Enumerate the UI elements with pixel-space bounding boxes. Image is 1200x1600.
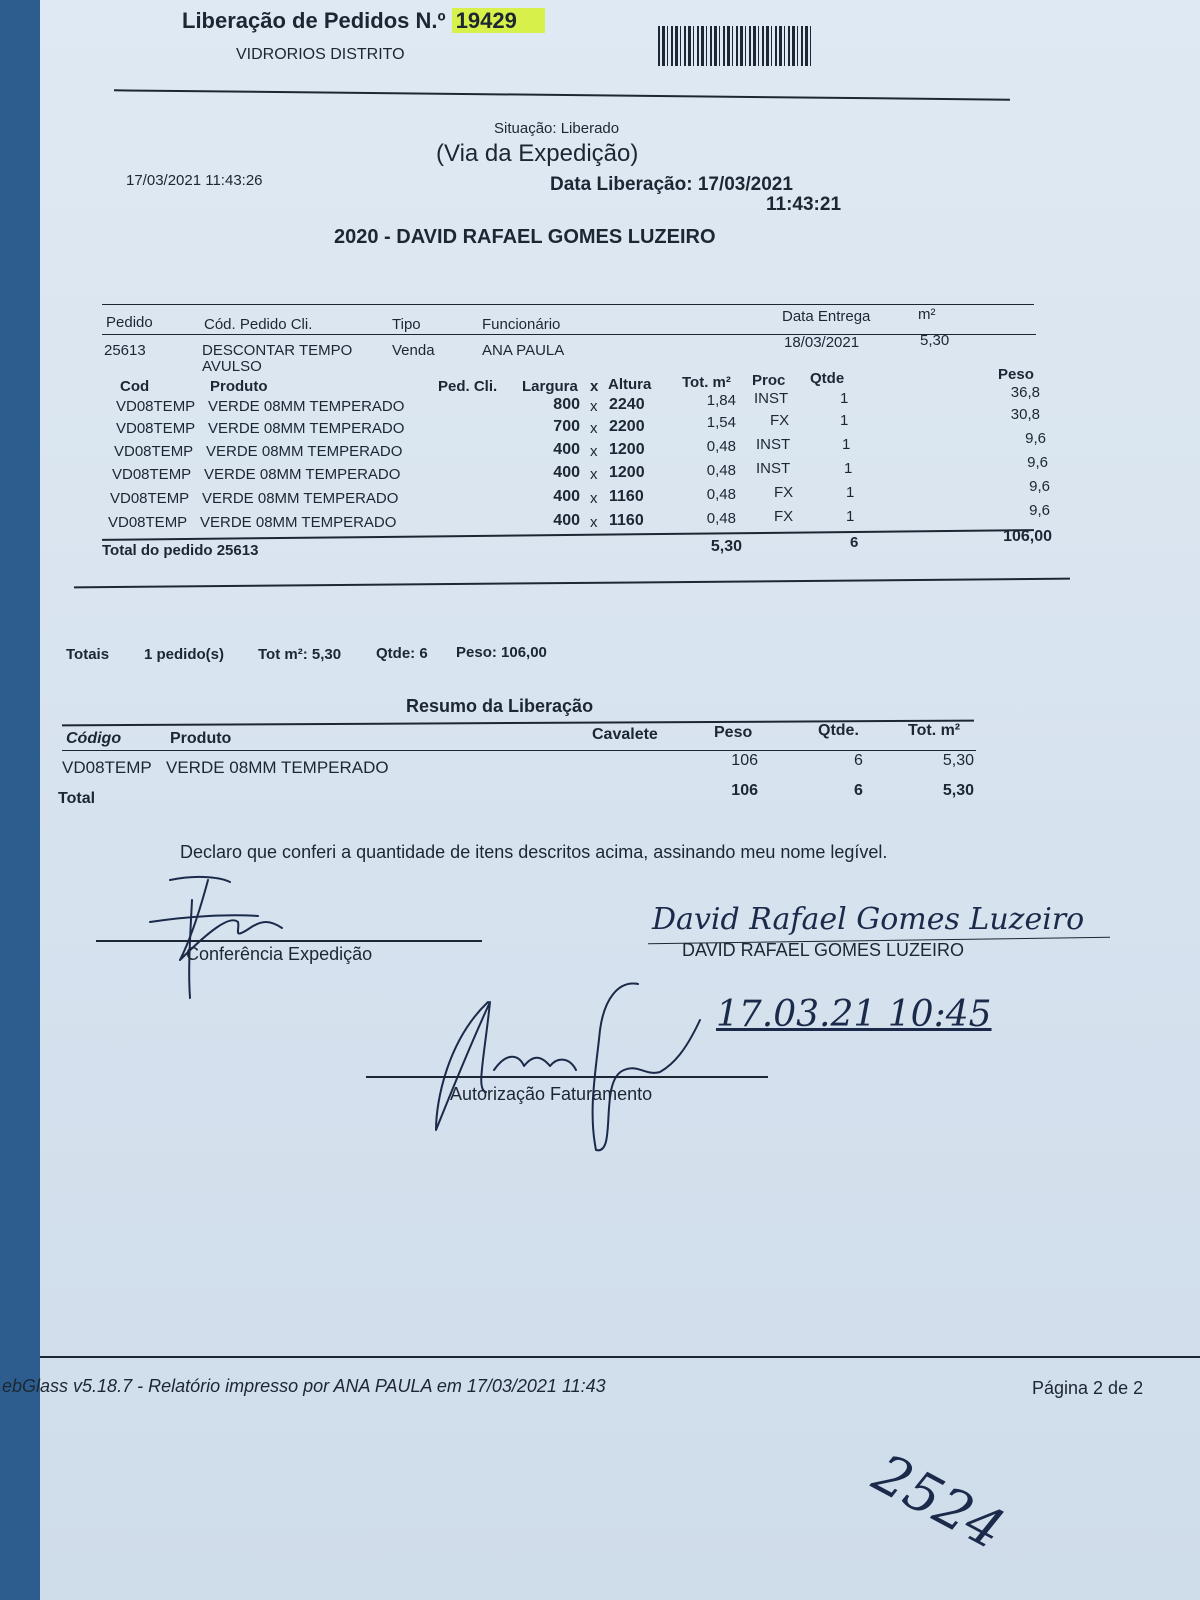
item-proc: INST: [756, 460, 791, 477]
document-page: [2, 0, 1200, 1600]
declaration-text: Declaro que conferi a quantidade de itens descritos acima, assinando meu nome legível.: [180, 842, 888, 862]
item-altura: 2200: [609, 418, 645, 435]
summary-codigo: VD08TEMP: [62, 758, 152, 777]
col-pedido: Pedido: [106, 314, 153, 331]
item-peso: 9,6: [1025, 430, 1046, 447]
summary-col-cavalete: Cavalete: [592, 726, 658, 743]
totals-peso: Peso: 106,00: [456, 644, 547, 661]
totals-pedidos: 1 pedido(s): [144, 646, 225, 663]
title-text: Liberação de Pedidos N.º: [182, 8, 446, 33]
header-divider: [114, 89, 1010, 100]
item-tot: 1,84: [706, 392, 736, 409]
item-tot: 1,54: [706, 414, 736, 431]
item-qtde: 1: [842, 436, 851, 453]
item-x: x: [590, 443, 598, 460]
item-proc: FX: [774, 484, 794, 501]
items-col-produto: Produto: [210, 378, 268, 395]
summary-peso: 106: [731, 752, 758, 769]
item-peso: 30,8: [1010, 406, 1040, 423]
summary-total-totm2: 5,30: [942, 782, 974, 799]
item-produto: VERDE 08MM TEMPERADO: [208, 420, 405, 437]
order-header-line: [102, 334, 1036, 335]
item-altura: 2240: [609, 396, 645, 413]
footer-page-number: Página 2 de 2: [1032, 1378, 1144, 1398]
item-largura: 400: [553, 441, 580, 458]
item-qtde: 1: [846, 484, 855, 501]
signature-cliente: David Rafael Gomes Luzeiro: [652, 902, 1085, 937]
order-total-m2: 5,30: [710, 538, 742, 555]
order-total-qtde: 6: [850, 534, 859, 551]
section-divider: [74, 578, 1070, 589]
item-produto: VERDE 08MM TEMPERADO: [202, 490, 399, 507]
item-x: x: [590, 420, 598, 437]
customer-name: 2020 - DAVID RAFAEL GOMES LUZEIRO: [334, 226, 716, 248]
item-tot: 0,48: [706, 462, 736, 479]
items-col-qtde: Qtde: [810, 370, 845, 387]
item-proc: FX: [774, 508, 794, 525]
item-x: x: [590, 514, 598, 531]
summary-totm2: 5,30: [942, 752, 974, 769]
totals-m2: Tot m²: 5,30: [258, 646, 342, 663]
summary-total-qtde: 6: [854, 782, 863, 799]
item-largura: 400: [553, 512, 580, 529]
item-cod: VD08TEMP: [116, 420, 196, 437]
release-date: Data Liberação: 17/03/2021: [550, 174, 793, 195]
order-cod-line1: DESCONTAR TEMPO: [202, 342, 353, 359]
item-altura: 1160: [609, 488, 644, 505]
item-qtde: 1: [840, 390, 849, 407]
item-produto: VERDE 08MM TEMPERADO: [206, 443, 403, 460]
signature-autorizacao: [428, 980, 728, 1160]
item-largura: 800: [553, 396, 580, 413]
items-col-peso: Peso: [998, 366, 1034, 383]
item-altura: 1200: [609, 441, 645, 458]
col-tipo: Tipo: [392, 316, 421, 333]
col-cod-pedido: Cód. Pedido Cli.: [204, 316, 313, 333]
item-peso: 9,6: [1027, 454, 1048, 471]
signature-line-conferencia: [96, 940, 482, 942]
order-tipo: Venda: [392, 342, 435, 359]
summary-qtde: 6: [854, 752, 863, 769]
item-cod: VD08TEMP: [116, 398, 196, 415]
item-cod: VD08TEMP: [108, 514, 188, 531]
item-peso: 36,8: [1010, 384, 1040, 401]
item-altura: 1160: [609, 512, 644, 529]
item-tot: 0,48: [706, 438, 736, 455]
col-funcionario: Funcionário: [482, 316, 561, 333]
signature-line-autorizacao: [366, 1076, 768, 1078]
order-pedido: 25613: [104, 342, 146, 359]
order-m2: 5,30: [920, 332, 950, 349]
summary-produto: VERDE 08MM TEMPERADO: [166, 758, 389, 777]
item-tot: 0,48: [706, 510, 736, 527]
order-data-entrega: 18/03/2021: [784, 334, 860, 351]
item-qtde: 1: [840, 412, 849, 429]
item-altura: 1200: [609, 464, 645, 481]
items-col-pedcli: Ped. Cli.: [438, 378, 498, 395]
order-top-line: [102, 304, 1034, 305]
status-text: Situação: Liberado: [494, 120, 620, 137]
signature-label-conferencia: Conferência Expedição: [186, 944, 373, 964]
item-largura: 400: [553, 464, 580, 481]
item-cod: VD08TEMP: [114, 443, 194, 460]
item-proc: INST: [754, 390, 789, 407]
item-x: x: [590, 490, 598, 507]
items-col-totm2: Tot. m²: [682, 374, 731, 391]
item-largura: 400: [553, 488, 580, 505]
items-col-proc: Proc: [752, 372, 786, 389]
order-funcionario: ANA PAULA: [482, 342, 565, 359]
item-cod: VD08TEMP: [110, 490, 190, 507]
barcode: [658, 26, 814, 66]
summary-total-label: Total: [58, 790, 96, 807]
items-col-altura: Altura: [608, 376, 652, 393]
summary-col-totm2: Tot. m²: [908, 722, 961, 739]
footer-line: [40, 1356, 1200, 1358]
item-peso: 9,6: [1029, 478, 1050, 495]
order-cod-line2: AVULSO: [202, 358, 262, 375]
item-qtde: 1: [844, 460, 853, 477]
signature-label-cliente: DAVID RAFAEL GOMES LUZEIRO: [682, 940, 965, 960]
summary-col-produto: Produto: [170, 730, 232, 747]
item-peso: 9,6: [1029, 502, 1050, 519]
items-col-cod: Cod: [120, 378, 150, 395]
summary-col-peso: Peso: [714, 724, 753, 741]
footer-report-info: ebGlass v5.18.7 - Relatório impresso por ANA PAULA em 17/03/2021 11:43: [2, 1376, 606, 1396]
summary-col-codigo: Código: [66, 730, 122, 747]
order-total-label: Total do pedido 25613: [102, 542, 259, 559]
order-total-peso: 106,00: [1003, 528, 1052, 545]
col-m2: m²: [918, 306, 936, 323]
copy-type: (Via da Expedição): [436, 140, 639, 167]
handwritten-datetime: 17.03.21 10:45: [716, 994, 992, 1035]
summary-header-line: [62, 750, 976, 751]
order-number: 19429: [452, 8, 545, 33]
item-proc: INST: [756, 436, 791, 453]
item-cod: VD08TEMP: [112, 466, 192, 483]
item-produto: VERDE 08MM TEMPERADO: [204, 466, 401, 483]
item-produto: VERDE 08MM TEMPERADO: [200, 514, 397, 531]
company-name: VIDRORIOS DISTRITO: [236, 46, 405, 63]
print-datetime: 17/03/2021 11:43:26: [126, 172, 263, 189]
summary-title: Resumo da Liberação: [406, 696, 594, 716]
items-col-largura: Largura: [522, 378, 578, 395]
handwritten-margin-note: 2524: [863, 1441, 1015, 1562]
summary-total-peso: 106: [731, 782, 758, 799]
item-tot: 0,48: [706, 486, 736, 503]
release-time: 11:43:21: [766, 194, 842, 215]
col-data-entrega: Data Entrega: [782, 308, 871, 325]
item-x: x: [590, 398, 598, 415]
item-produto: VERDE 08MM TEMPERADO: [208, 398, 405, 415]
summary-col-qtde: Qtde.: [818, 722, 859, 739]
item-qtde: 1: [846, 508, 855, 525]
totals-qtde: Qtde: 6: [376, 645, 428, 662]
item-largura: 700: [553, 418, 580, 435]
signature-label-autorizacao: Autorização Faturamento: [450, 1084, 653, 1104]
totals-label: Totais: [66, 646, 110, 663]
item-x: x: [590, 466, 598, 483]
item-proc: FX: [770, 412, 790, 429]
items-col-x: x: [590, 378, 599, 395]
document-title: [182, 8, 545, 34]
